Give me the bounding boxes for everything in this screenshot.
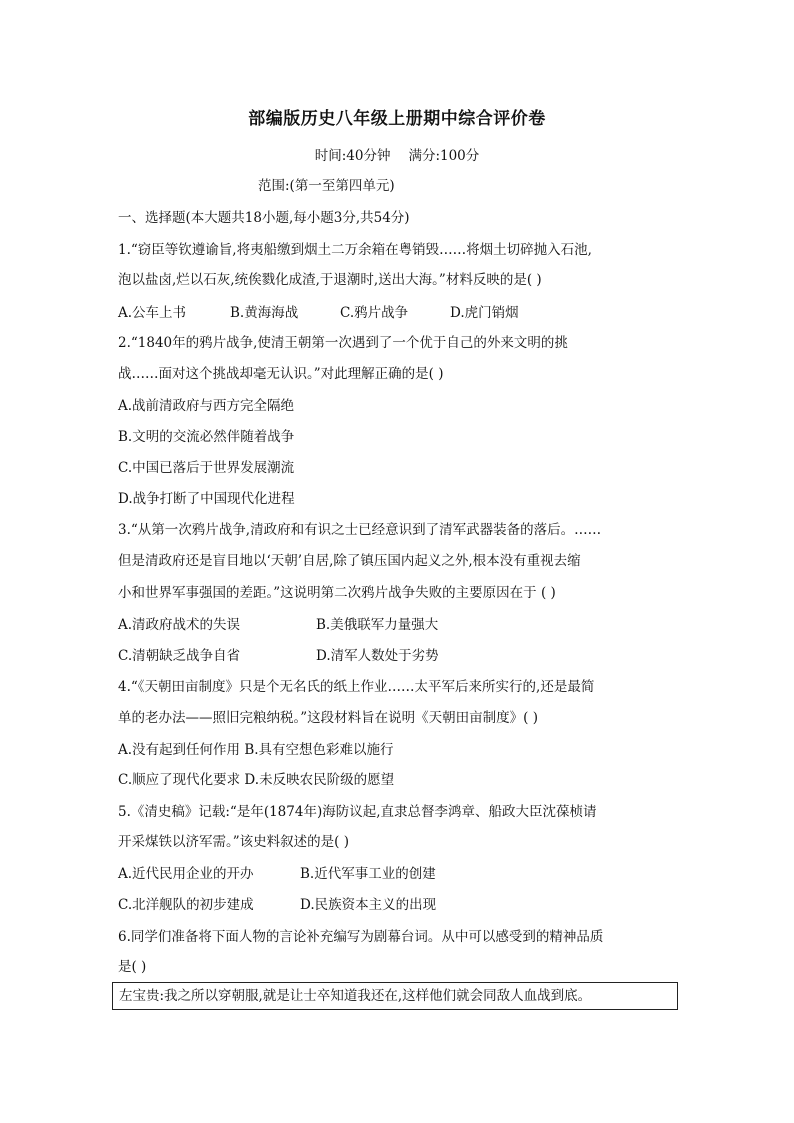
q1-option-a: A.公车上书 <box>118 305 187 321</box>
q3-option-a: A.清政府战术的失误 <box>118 617 241 633</box>
q4-options-ab: A.没有起到任何作用 B.具有空想色彩难以施行 <box>118 742 394 758</box>
q1-line-2: 泡以盐卤,烂以石灰,统俟戮化成渣,于退潮时,送出大海。”材料反映的是( ) <box>118 272 542 288</box>
q6-line-2: 是( ) <box>118 959 147 975</box>
q5-option-c: C.北洋舰队的初步建成 <box>118 897 254 913</box>
exam-time: 时间:40分钟 <box>314 148 391 164</box>
q2-line-2: 战……面对这个挑战却毫无认识。”对此理解正确的是( ) <box>118 366 444 382</box>
q6-quote-box: 左宝贵:我之所以穿朝服,就是让士卒知道我还在,这样他们就会同敌人血战到底。 <box>112 982 678 1010</box>
q3-option-b: B.美俄联军力量强大 <box>316 617 439 633</box>
q1-line-1: 1.“窃臣等钦遵谕旨,将夷船缴到烟土二万余箱在粤销毁……将烟土切碎抛入石池, <box>118 242 592 258</box>
q3-options-cd <box>118 644 439 664</box>
q2-option-d: D.战争打断了中国现代化进程 <box>118 491 295 507</box>
q3-option-d: D.清军人数处于劣势 <box>316 648 439 664</box>
page-title: 部编版历史八年级上册期中综合评价卷 <box>248 109 546 129</box>
q4-line-2: 单的老办法——照旧完粮纳税。”这段材料旨在说明《天朝田亩制度》( ) <box>118 710 538 726</box>
q5-option-b: B.近代军事工业的创建 <box>300 866 436 882</box>
q5-line-1: 5.《清史稿》记载:“是年(1874年)海防议起,直隶总督李鸿章、船政大臣沈葆桢请 <box>118 804 597 820</box>
q6-line-1: 6.同学们准备将下面人物的言论补充编写为剧幕台词。从中可以感受到的精神品质 <box>118 929 604 945</box>
q4-line-1: 4.“《天朝田亩制度》只是个无名氏的纸上作业……太平军后来所实行的,还是最简 <box>118 679 595 695</box>
q2-option-b: B.文明的交流必然伴随着战争 <box>118 429 295 445</box>
q5-option-d: D.民族资本主义的出现 <box>300 897 437 913</box>
exam-score: 满分:100分 <box>408 148 480 164</box>
q5-options-ab <box>118 862 436 882</box>
section-heading: 一、选择题(本大题共18小题,每小题3分,共54分) <box>118 210 410 226</box>
q5-options-cd <box>118 893 436 913</box>
exam-meta <box>0 144 794 164</box>
q3-option-c: C.清朝缺乏战争自省 <box>118 648 241 664</box>
q5-option-a: A.近代民用企业的开办 <box>118 866 254 882</box>
exam-scope: 范围:(第一至第四单元) <box>258 178 395 194</box>
q3-line-2: 但是清政府还是盲目地以‘天朝’自居,除了镇压国内起义之外,根本没有重视去缩 <box>118 553 581 569</box>
q1-options <box>118 301 519 321</box>
q5-line-2: 开采煤铁以济军需。”该史料叙述的是( ) <box>118 834 349 850</box>
q2-option-c: C.中国已落后于世界发展潮流 <box>118 460 295 476</box>
q3-line-1: 3.“从第一次鸦片战争,清政府和有识之士已经意识到了清军武器装备的落后。…… <box>118 522 602 538</box>
q2-line-1: 2.“1840年的鸦片战争,使清王朝第一次遇到了一个优于自己的外来文明的挑 <box>118 335 568 351</box>
q4-options-cd: C.顺应了现代化要求 D.未反映农民阶级的愿望 <box>118 772 395 788</box>
q3-options-ab <box>118 613 438 633</box>
q1-option-d: D.虎门销烟 <box>450 305 519 321</box>
q1-option-c: C.鸦片战争 <box>340 305 409 321</box>
q3-line-3: 小和世界军事强国的差距。”这说明第二次鸦片战争失败的主要原因在于 ( ) <box>118 585 556 601</box>
q1-option-b: B.黄海海战 <box>230 305 299 321</box>
q2-option-a: A.战前清政府与西方完全隔绝 <box>118 398 295 414</box>
